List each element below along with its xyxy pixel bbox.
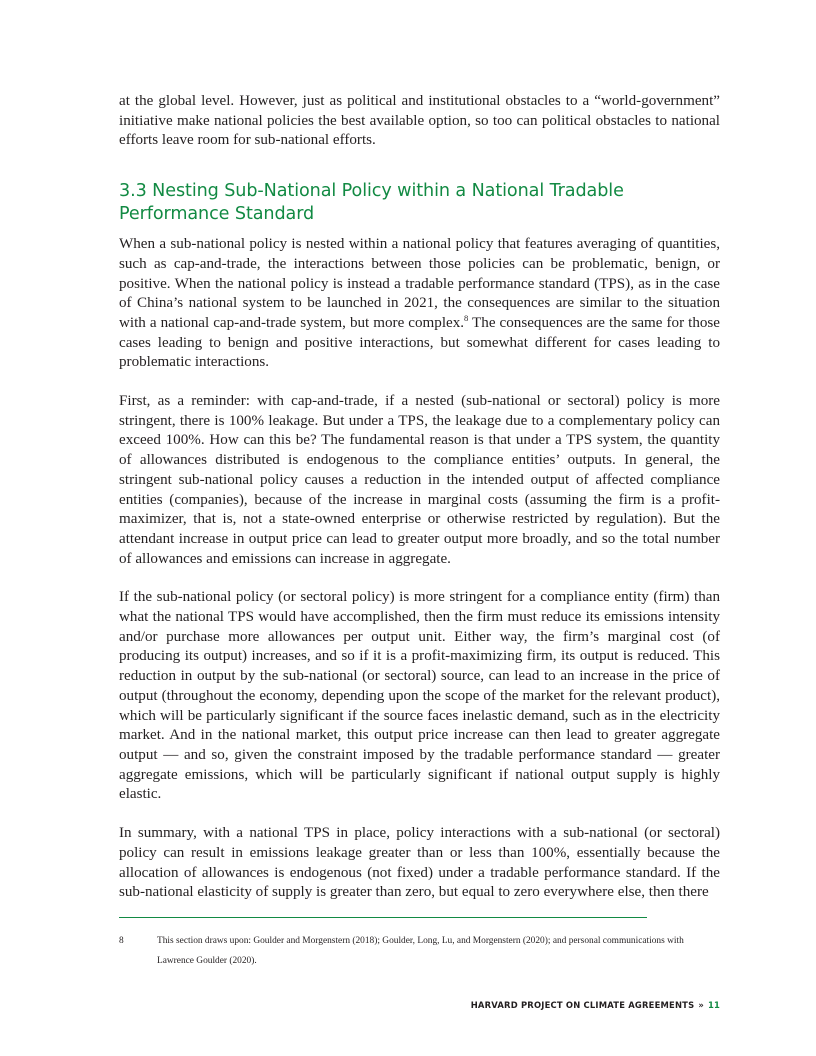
page-number: 11 [707,1000,720,1010]
running-title: HARVARD PROJECT ON CLIMATE AGREEMENTS [470,1000,695,1010]
paragraph-1-text: When a sub-national policy is nested within a national policy that features averaging of quantities, such as cap-and-trade, the interactions between those policies can be problematic, benign, or positive. When the national policy is instead a tradable performance standard (TPS), as in the case of China’s national system to be launched in 2021, the consequences are similar to the situation with a national cap-and-trade system, but more complex. [119,236,720,331]
paragraph-1-text-cont: The consequences are the same for those cases leading to benign and positive interactions, but somewhat different for cases leading to problematic interactions. [119,314,720,371]
page-body [119,92,720,903]
page-footer [471,1000,720,1010]
footnote-divider [119,917,647,918]
footnote-number: 8 [119,936,124,946]
paragraph-4: In summary, with a national TPS in place, policy interactions with a sub-national (or sectoral) policy can result in emissions leakage greater than or less than 100%, essentially because the allocation of allowances is endogenous (not fixed) under a tradable performance standard. If the sub-national elasticity of supply is greater than zero, but equal to zero everywhere else, then there [119,825,720,901]
section-heading: 3.3 Nesting Sub-National Policy within a National Tradable Performance Standard [119,181,624,224]
footnote-reference[interactable]: 8 [464,312,469,323]
footnote-text: This section draws upon: Goulder and Morgenstern (2018); Goulder, Long, Lu, and Morgenstern (2020); and personal communications with Lawrence Goulder (2020). [157,936,684,966]
footer-separator: » [698,1000,704,1010]
intro-paragraph: at the global level. However, just as political and institutional obstacles to a “world-government” initiative make national policies the best available option, so too can political obstacles to national efforts leave room for sub-national efforts. [119,93,720,149]
paragraph-3: If the sub-national policy (or sectoral policy) is more stringent for a compliance entity (firm) than what the national TPS would have accomplished, then the firm must reduce its emissions intensity and/or purchase more allowances per output unit. Either way, the firm’s marginal cost (of producing its output) increases, and so if it is a profit-maximizing firm, its output is reduced. This reduction in output by the sub-national (or sectoral) source, can lead to an increase in the price of output (throughout the economy, depending upon the scope of the market for the relevant product), which will be particularly significant if the source faces inelastic demand, such as in the electricity market. And in the national market, this output price increase can then lead to greater aggregate output — and so, given the constraint imposed by the tradable performance standard — greater aggregate emissions, which will be particularly significant if national output supply is highly elastic. [119,589,720,803]
paragraph-1 [119,235,720,373]
paragraph-2: First, as a reminder: with cap-and-trade, if a nested (sub-national or sectoral) policy is more stringent, there is 100% leakage. But under a TPS, the leakage due to a complementary policy can exceed 100%. How can this be? The fundamental reason is that under a TPS system, the quantity of allowances distributed is endogenous to the compliance entities’ outputs. In general, the stringent sub-national policy causes a reduction in the intended output of affected compliance entities (companies), because of the increase in marginal costs (assuming the firm is a profit-maximizer, that is, not a state-owned enterprise or otherwise restricted by regulation). But the attendant increase in output price can lead to greater output more broadly, and so the total number of allowances and emissions can increase in aggregate. [119,393,720,567]
footnote [119,932,719,971]
